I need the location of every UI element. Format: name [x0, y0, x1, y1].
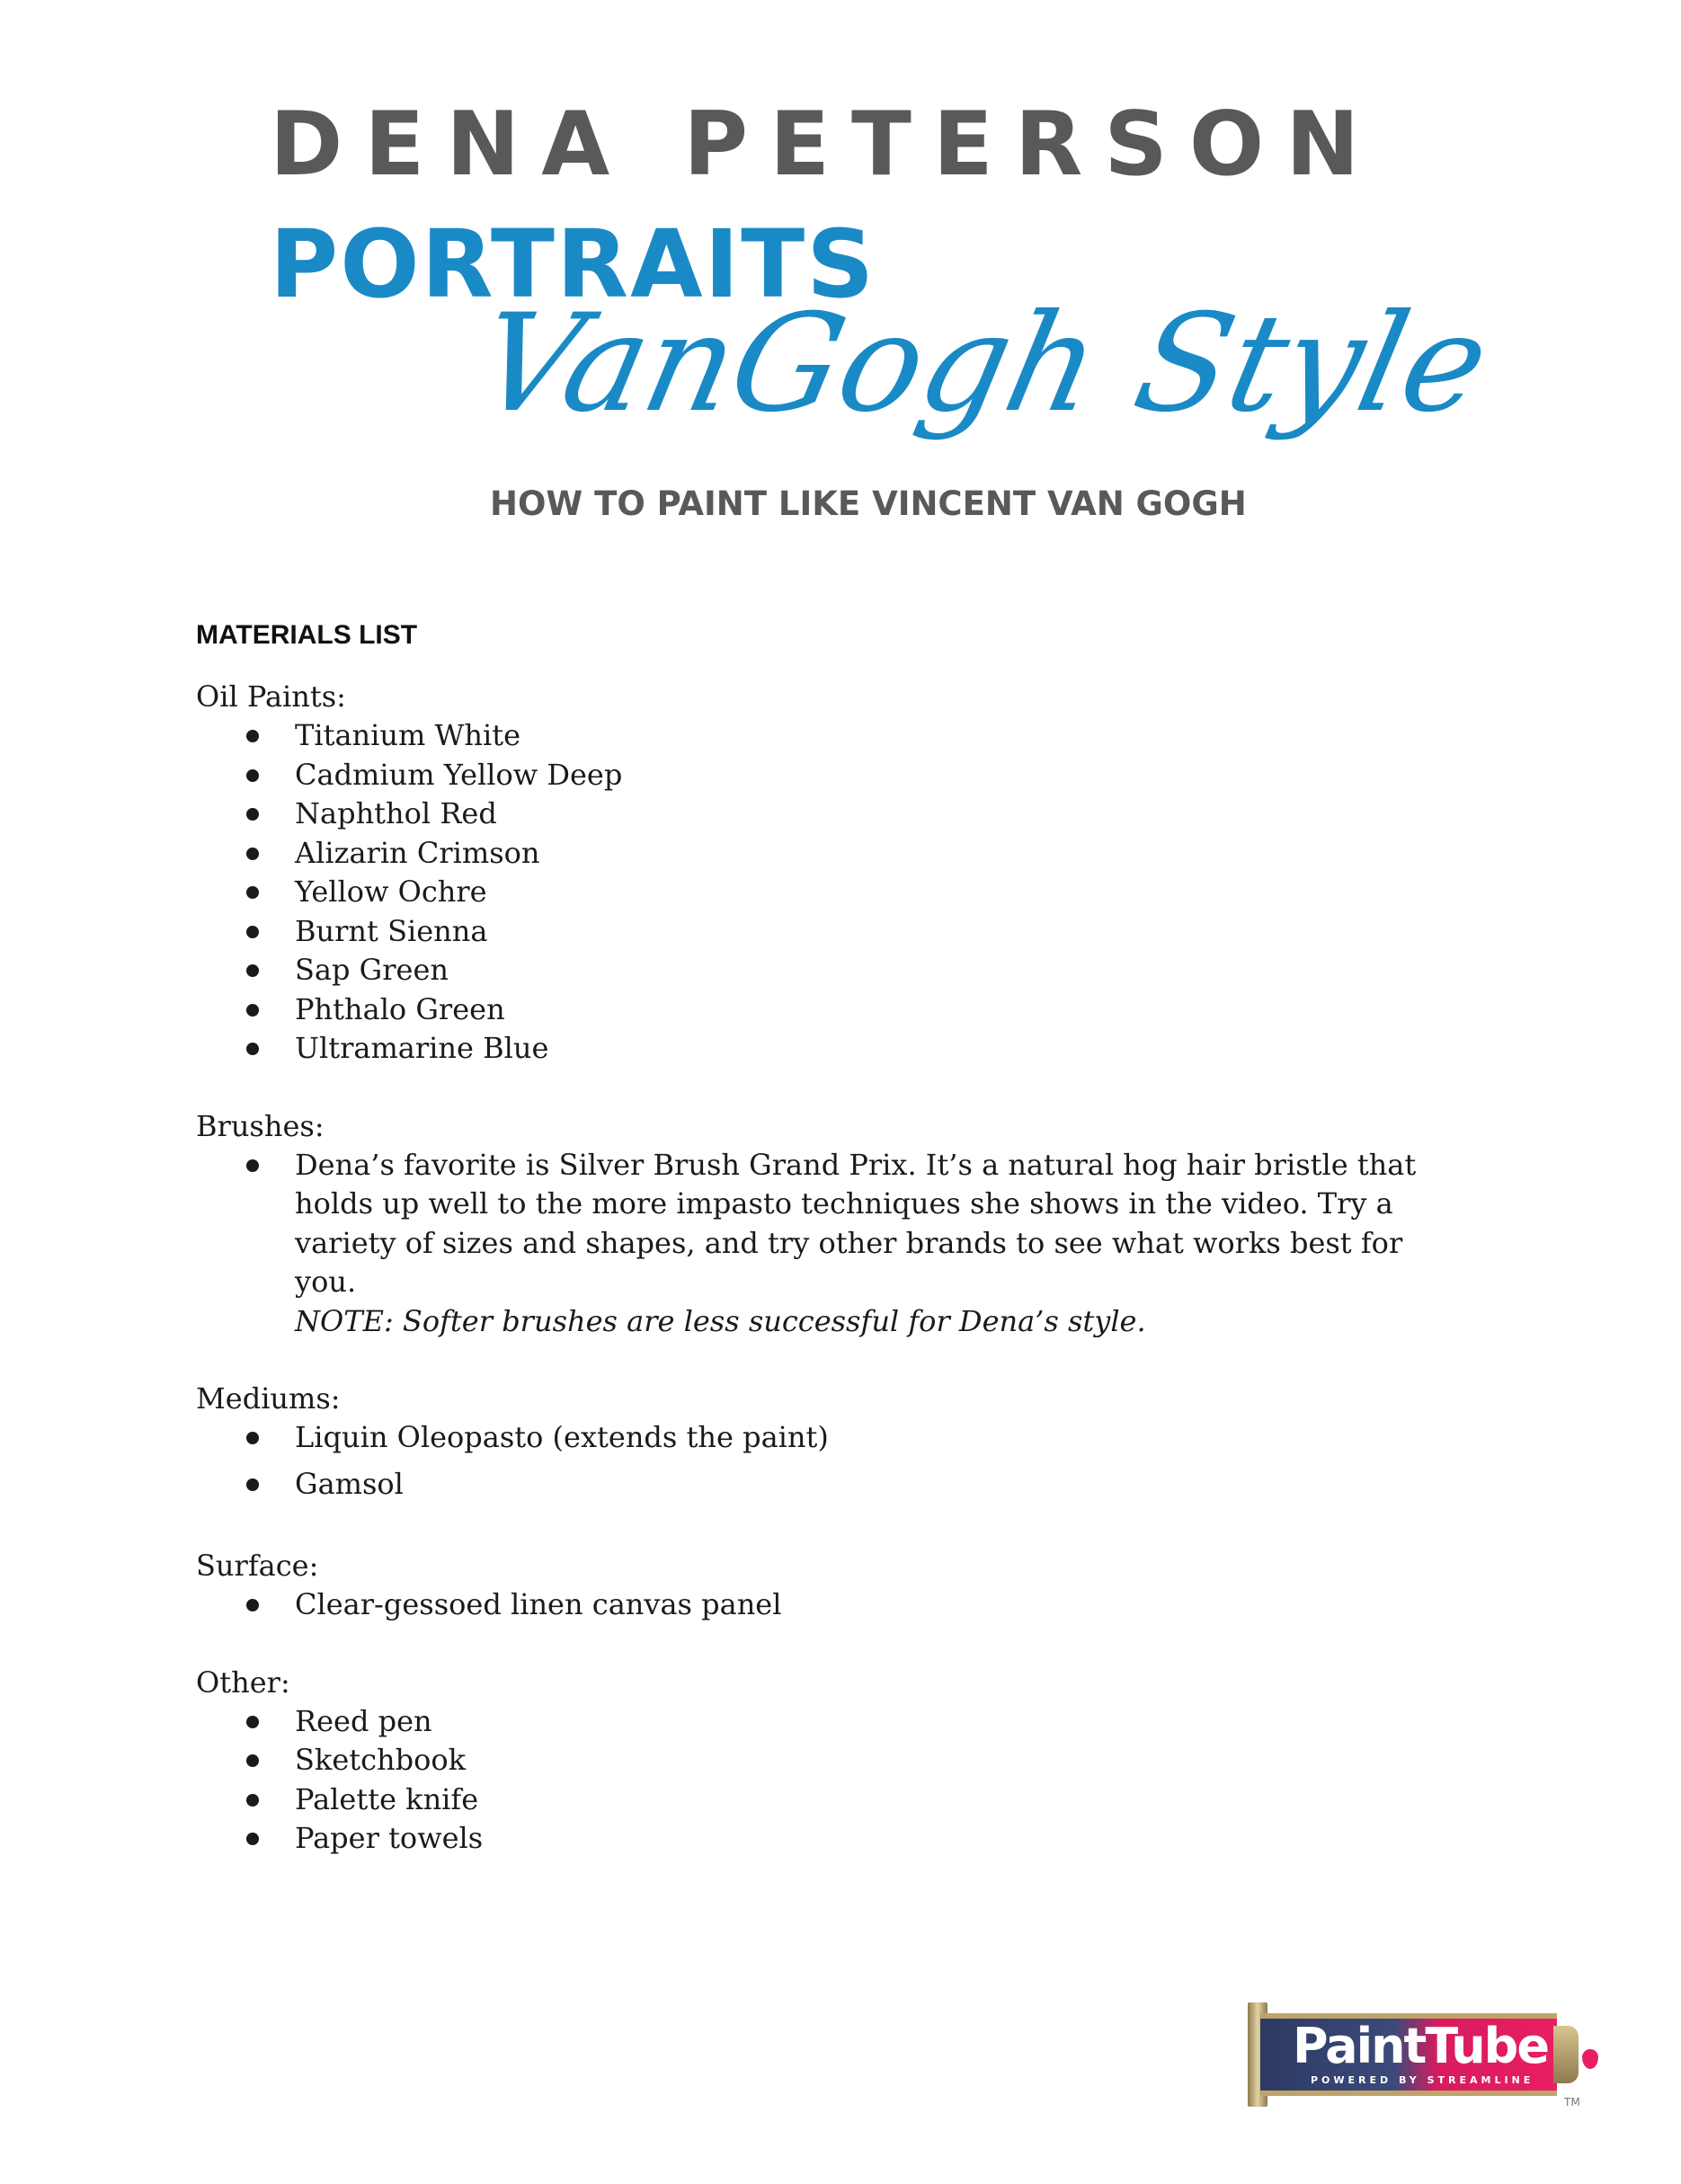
list-item [196, 1819, 1472, 1859]
item-list [196, 1702, 1472, 1859]
section-oil-paints [196, 678, 1472, 1069]
list-item [196, 990, 1472, 1030]
tube-cap-icon [1553, 2026, 1579, 2083]
list-item-text: Titanium White [295, 718, 521, 752]
logo-tagline: POWERED BY STREAMLINE [1311, 2074, 1534, 2086]
bullet-icon [246, 1004, 259, 1017]
list-item-text: Clear-gessoed linen canvas panel [295, 1587, 782, 1621]
course-subtitle: HOW TO PAINT LIKE VINCENT VAN GOGH [490, 484, 1247, 523]
list-item-text: Paper towels [295, 1821, 484, 1855]
section-mediums [196, 1380, 1472, 1504]
bullet-icon [246, 1478, 259, 1491]
bullet-icon [246, 1833, 259, 1845]
item-list [196, 716, 1472, 1069]
bullet-icon [246, 886, 259, 899]
list-item-text: Liquin Oleopasto (extends the paint) [295, 1420, 829, 1454]
bullet-icon [246, 1432, 259, 1444]
materials-list-title: MATERIALS LIST [196, 620, 418, 650]
list-item-text: Burnt Sienna [295, 913, 488, 948]
list-item [196, 716, 1472, 756]
title-block [0, 0, 1681, 557]
item-list [196, 1418, 1472, 1504]
list-item-text: Reed pen [295, 1703, 432, 1738]
bullet-icon [246, 730, 259, 742]
list-item [196, 1702, 1472, 1742]
bullet-icon [246, 808, 259, 821]
list-item [196, 873, 1472, 912]
section-heading: Brushes: [196, 1108, 325, 1143]
painttube-logo [1248, 1995, 1607, 2121]
bullet-icon [246, 1599, 259, 1611]
bullet-icon [246, 1043, 259, 1055]
list-item [196, 1741, 1472, 1780]
brush-note: NOTE: Softer brushes are less successful for Dena’s style. [295, 1303, 1146, 1338]
list-item [196, 834, 1472, 874]
list-item-text: Sap Green [295, 953, 449, 987]
course-title: PORTRAITS [270, 209, 876, 319]
section-brushes [196, 1107, 1472, 1342]
list-item [196, 1780, 1472, 1820]
section-heading: Other: [196, 1665, 290, 1700]
list-item [196, 1146, 1472, 1342]
list-item-text: Sketchbook [295, 1743, 467, 1777]
bullet-icon [246, 1754, 259, 1767]
logo-trademark: TM [1564, 2096, 1580, 2109]
bullet-icon [246, 1716, 259, 1728]
list-item [196, 795, 1472, 834]
list-item [196, 1029, 1472, 1069]
section-heading: Oil Paints: [196, 679, 346, 714]
list-item [196, 912, 1472, 952]
list-item-text: Dena’s favorite is Silver Brush Grand Prix. It’s a natural hog hair bristle that holds up well to the more impasto techniques she shows in the video. Try a variety of sizes and shapes, and try other brands to see what works best for you. [295, 1147, 1417, 1299]
list-item-text: Gamsol [295, 1466, 404, 1501]
item-list [196, 1585, 1472, 1625]
materials-list [196, 620, 1472, 1897]
list-item-text: Phthalo Green [295, 991, 505, 1026]
list-item-text: Ultramarine Blue [295, 1031, 549, 1065]
list-item-text: Cadmium Yellow Deep [295, 757, 623, 792]
list-item [196, 1465, 1472, 1505]
list-item-text: Yellow Ochre [295, 874, 487, 909]
list-item [196, 1585, 1472, 1625]
bullet-icon [246, 964, 259, 977]
paint-drop-icon [1582, 2049, 1598, 2069]
bullet-icon [246, 848, 259, 860]
section-heading: Mediums: [196, 1381, 341, 1416]
section-other [196, 1664, 1472, 1859]
item-list [196, 1146, 1472, 1342]
bullet-icon [246, 926, 259, 938]
list-item-text: Palette knife [295, 1781, 479, 1816]
logo-wordmark: PaintTube [1293, 2018, 1548, 2074]
list-item [196, 1418, 1472, 1458]
bullet-icon [246, 769, 259, 782]
bullet-icon [246, 1159, 259, 1172]
list-item-text: Alizarin Crimson [295, 835, 540, 870]
list-item-text: Naphthol Red [295, 796, 497, 830]
author-name: DENA PETERSON [270, 93, 1382, 196]
list-item [196, 951, 1472, 990]
course-script-title: VanGogh Style [465, 286, 1501, 442]
section-surface [196, 1547, 1472, 1625]
list-item [196, 756, 1472, 795]
bullet-icon [246, 1794, 259, 1807]
section-heading: Surface: [196, 1549, 319, 1583]
